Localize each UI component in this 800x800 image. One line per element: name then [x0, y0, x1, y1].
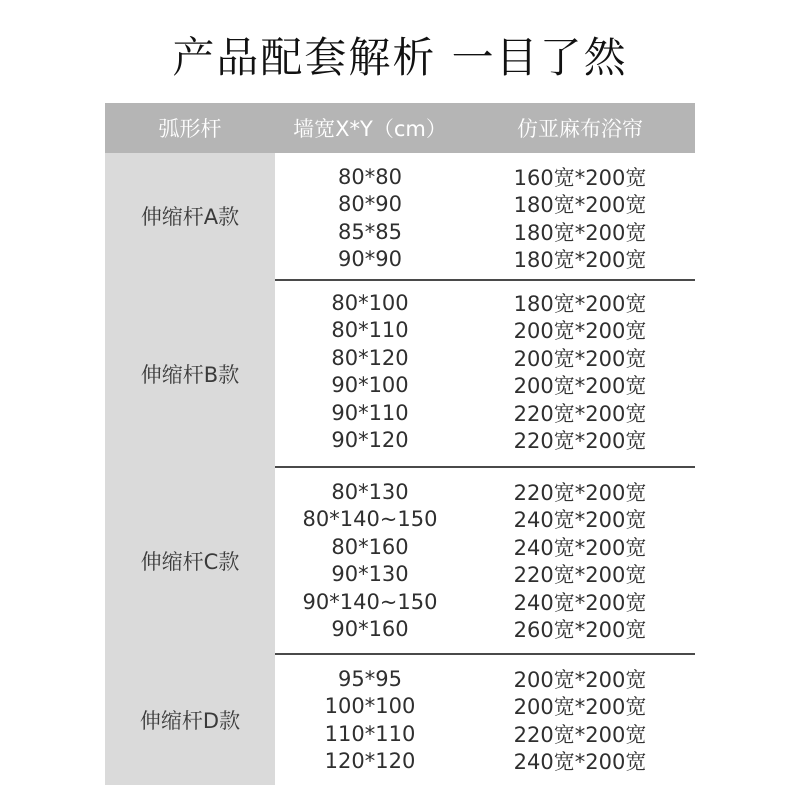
- table-row: [275, 748, 695, 776]
- table-row: [275, 289, 695, 317]
- table-row: [275, 720, 695, 748]
- curtain-size-cell: 200宽*200宽: [513, 346, 647, 371]
- group-label: 伸缩杆A款: [105, 153, 275, 279]
- table-row: [275, 317, 695, 345]
- wall-size-cell: 110*110: [324, 721, 416, 746]
- wall-size-cell: 90*130: [331, 562, 409, 587]
- table-row: [275, 344, 695, 372]
- table-group: [105, 468, 695, 653]
- group-label: 伸缩杆D款: [105, 655, 275, 785]
- curtain-size-cell: 180宽*200宽: [513, 193, 647, 218]
- table-row: [275, 163, 695, 191]
- table-group: [105, 281, 695, 466]
- curtain-size-cell: 220宽*200宽: [513, 563, 647, 588]
- wall-size-cell: 90*140~150: [302, 589, 438, 614]
- curtain-size-cell: 180宽*200宽: [513, 291, 647, 316]
- curtain-size-cell: 240宽*200宽: [513, 750, 647, 775]
- table-row: [275, 478, 695, 506]
- curtain-size-cell: 200宽*200宽: [513, 667, 647, 692]
- curtain-size-cell: 240宽*200宽: [513, 508, 647, 533]
- group-label: 伸缩杆C款: [105, 468, 275, 653]
- wall-size-cell: 80*140~150: [302, 507, 438, 532]
- table-body: [105, 153, 695, 785]
- table-row: [275, 665, 695, 693]
- wall-size-cell: 80*130: [331, 479, 409, 504]
- wall-size-cell: 90*100: [331, 373, 409, 398]
- table-row: [275, 561, 695, 589]
- wall-size-cell: 100*100: [324, 694, 416, 719]
- curtain-size-cell: 160宽*200宽: [513, 165, 647, 190]
- curtain-size-cell: 180宽*200宽: [513, 220, 647, 245]
- curtain-size-cell: 200宽*200宽: [513, 374, 647, 399]
- curtain-size-cell: 240宽*200宽: [513, 590, 647, 615]
- curtain-size-cell: 180宽*200宽: [513, 248, 647, 273]
- curtain-size-cell: 260宽*200宽: [513, 618, 647, 643]
- table-row: [275, 616, 695, 644]
- wall-size-cell: 95*95: [338, 666, 402, 691]
- table-header: [105, 103, 695, 153]
- curtain-size-cell: 220宽*200宽: [513, 480, 647, 505]
- table-row: [275, 693, 695, 721]
- group-label: 伸缩杆B款: [105, 281, 275, 466]
- wall-size-cell: 80*80: [338, 164, 402, 189]
- wall-size-cell: 120*120: [324, 749, 416, 774]
- curtain-size-cell: 220宽*200宽: [513, 429, 647, 454]
- table-row: [275, 533, 695, 561]
- table-row: [275, 427, 695, 455]
- wall-size-cell: 85*85: [338, 219, 402, 244]
- curtain-size-cell: 200宽*200宽: [513, 695, 647, 720]
- table-row: [275, 246, 695, 274]
- table-group: [105, 655, 695, 785]
- wall-size-cell: 80*90: [338, 192, 402, 217]
- page-title: 产品配套解析 一目了然: [172, 33, 628, 82]
- wall-size-cell: 90*120: [331, 428, 409, 453]
- curtain-size-cell: 240宽*200宽: [513, 535, 647, 560]
- wall-size-cell: 80*160: [331, 534, 409, 559]
- table-row: [275, 191, 695, 219]
- size-table: [105, 103, 695, 785]
- curtain-size-cell: 220宽*200宽: [513, 722, 647, 747]
- table-row: [275, 399, 695, 427]
- table-group: [105, 153, 695, 279]
- wall-size-cell: 90*90: [338, 247, 402, 272]
- table-row: [275, 218, 695, 246]
- header-curtain-size: 仿亚麻布浴帘: [517, 117, 643, 141]
- wall-size-cell: 80*100: [331, 290, 409, 315]
- table-row: [275, 506, 695, 534]
- wall-size-cell: 90*160: [331, 617, 409, 642]
- header-wall-size: 墙宽X*Y（cm）: [293, 117, 447, 141]
- wall-size-cell: 90*110: [331, 400, 409, 425]
- curtain-size-cell: 200宽*200宽: [513, 319, 647, 344]
- wall-size-cell: 80*120: [331, 345, 409, 370]
- table-row: [275, 372, 695, 400]
- wall-size-cell: 80*110: [331, 318, 409, 343]
- table-row: [275, 588, 695, 616]
- curtain-size-cell: 220宽*200宽: [513, 401, 647, 426]
- header-rod-type: 弧形杆: [158, 117, 222, 141]
